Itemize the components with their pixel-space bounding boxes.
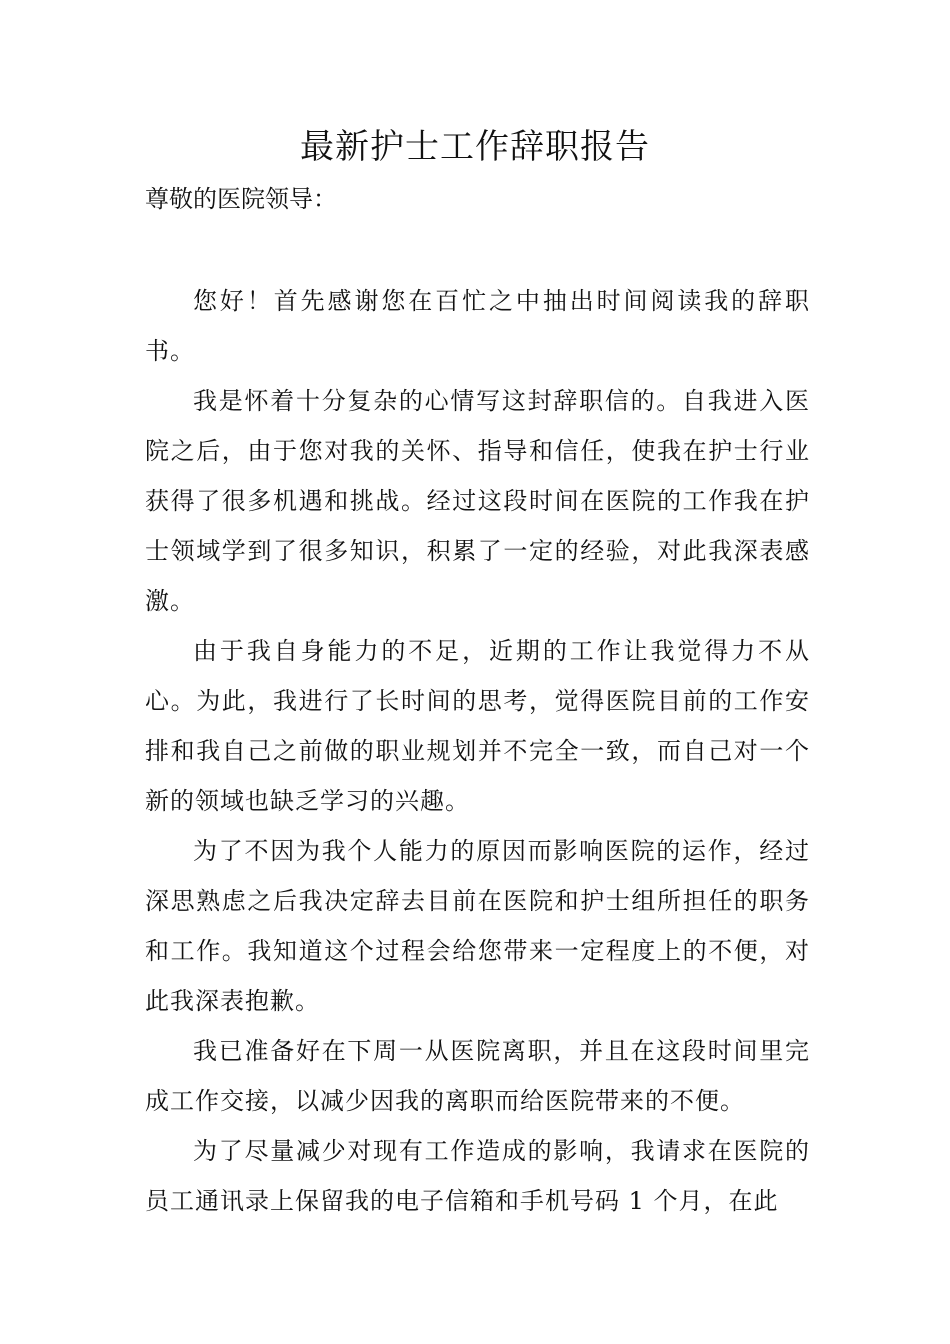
paragraph-3: 由于我自身能力的不足，近期的工作让我觉得力不从心。为此，我进行了长时间的思考，觉得医院目前的工作安排和我自己之前做的职业规划并不完全一致，而自己对一个新的领域也缺乏学习的兴趣。: [145, 637, 810, 815]
paragraph-1: 您好！首先感谢您在百忙之中抽出时间阅读我的辞职书。: [145, 287, 810, 365]
letter-body: [145, 276, 810, 1226]
paragraph-2: 我是怀着十分复杂的心情写这封辞职信的。自我进入医院之后，由于您对我的关怀、指导和信任，使我在护士行业获得了很多机遇和挑战。经过这段时间在医院的工作我在护士领域学到了很多知识，积累了一定的经验，对此我深表感激。: [145, 387, 810, 615]
salutation: 尊敬的医院领导：: [145, 185, 337, 213]
document-title: 最新护士工作辞职报告: [300, 127, 650, 167]
paragraph-5: 我已准备好在下周一从医院离职，并且在这段时间里完成工作交接，以减少因我的离职而给医院带来的不便。: [145, 1037, 810, 1115]
paragraph-4: 为了不因为我个人能力的原因而影响医院的运作，经过深思熟虑之后我决定辞去目前在医院和护士组所担任的职务和工作。我知道这个过程会给您带来一定程度上的不便，对此我深表抱歉。: [145, 837, 810, 1015]
paragraph-6: 为了尽量减少对现有工作造成的影响，我请求在医院的员工通讯录上保留我的电子信箱和手机号码 1 个月，在此: [145, 1137, 810, 1215]
